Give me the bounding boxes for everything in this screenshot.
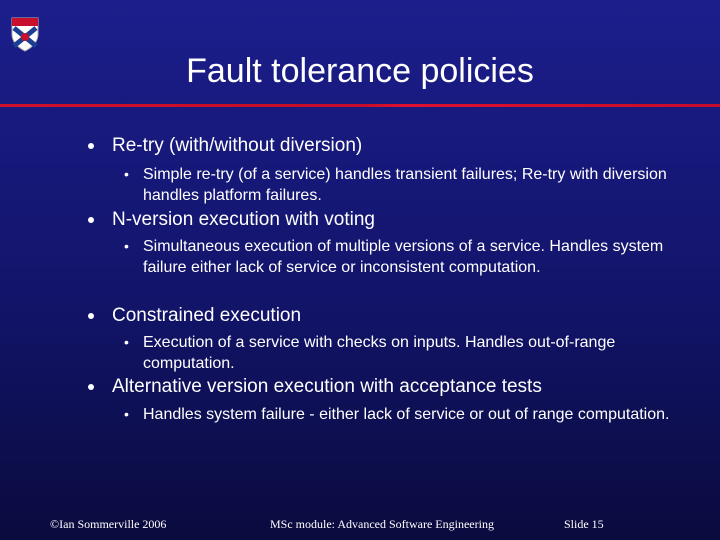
university-crest-icon: [10, 16, 40, 52]
sub-bullet-dot: •: [124, 334, 129, 350]
bullet-dot: [88, 217, 94, 223]
footer-module: MSc module: Advanced Software Engineering: [270, 517, 494, 531]
footer-slide-number: Slide 15: [564, 517, 604, 531]
bullet-dot: [88, 384, 94, 390]
sub-bullet-dot: •: [124, 166, 129, 182]
bullet-text: Alternative version execution with acceptance tests: [112, 376, 542, 397]
bullet-dot: [88, 313, 94, 319]
sub-bullet-text: Handles system failure - either lack of service or out of range computation.: [143, 406, 670, 423]
sub-bullet-dot: •: [124, 238, 129, 254]
footer-author: ©Ian Sommerville 2006: [50, 517, 167, 531]
bullet-text: N-version execution with voting: [112, 209, 375, 230]
sub-bullet-dot: •: [124, 406, 129, 422]
title-divider: [0, 104, 720, 107]
bullet-text: Constrained execution: [112, 305, 302, 326]
slide-title: Fault tolerance policies: [186, 52, 534, 90]
sub-bullet-text: Execution of a service with checks on inputs. Handles out-of-range computation.: [143, 334, 616, 372]
sub-bullet-text: Simultaneous execution of multiple versions of a service. Handles system failure either lack of service or inconsistent computation.: [143, 238, 664, 276]
bullet-dot: [88, 143, 94, 149]
bullet-text: Re-try (with/without diversion): [112, 135, 363, 156]
sub-bullet-text: Simple re-try (of a service) handles transient failures; Re-try with diversion handles platform failures.: [143, 166, 667, 204]
